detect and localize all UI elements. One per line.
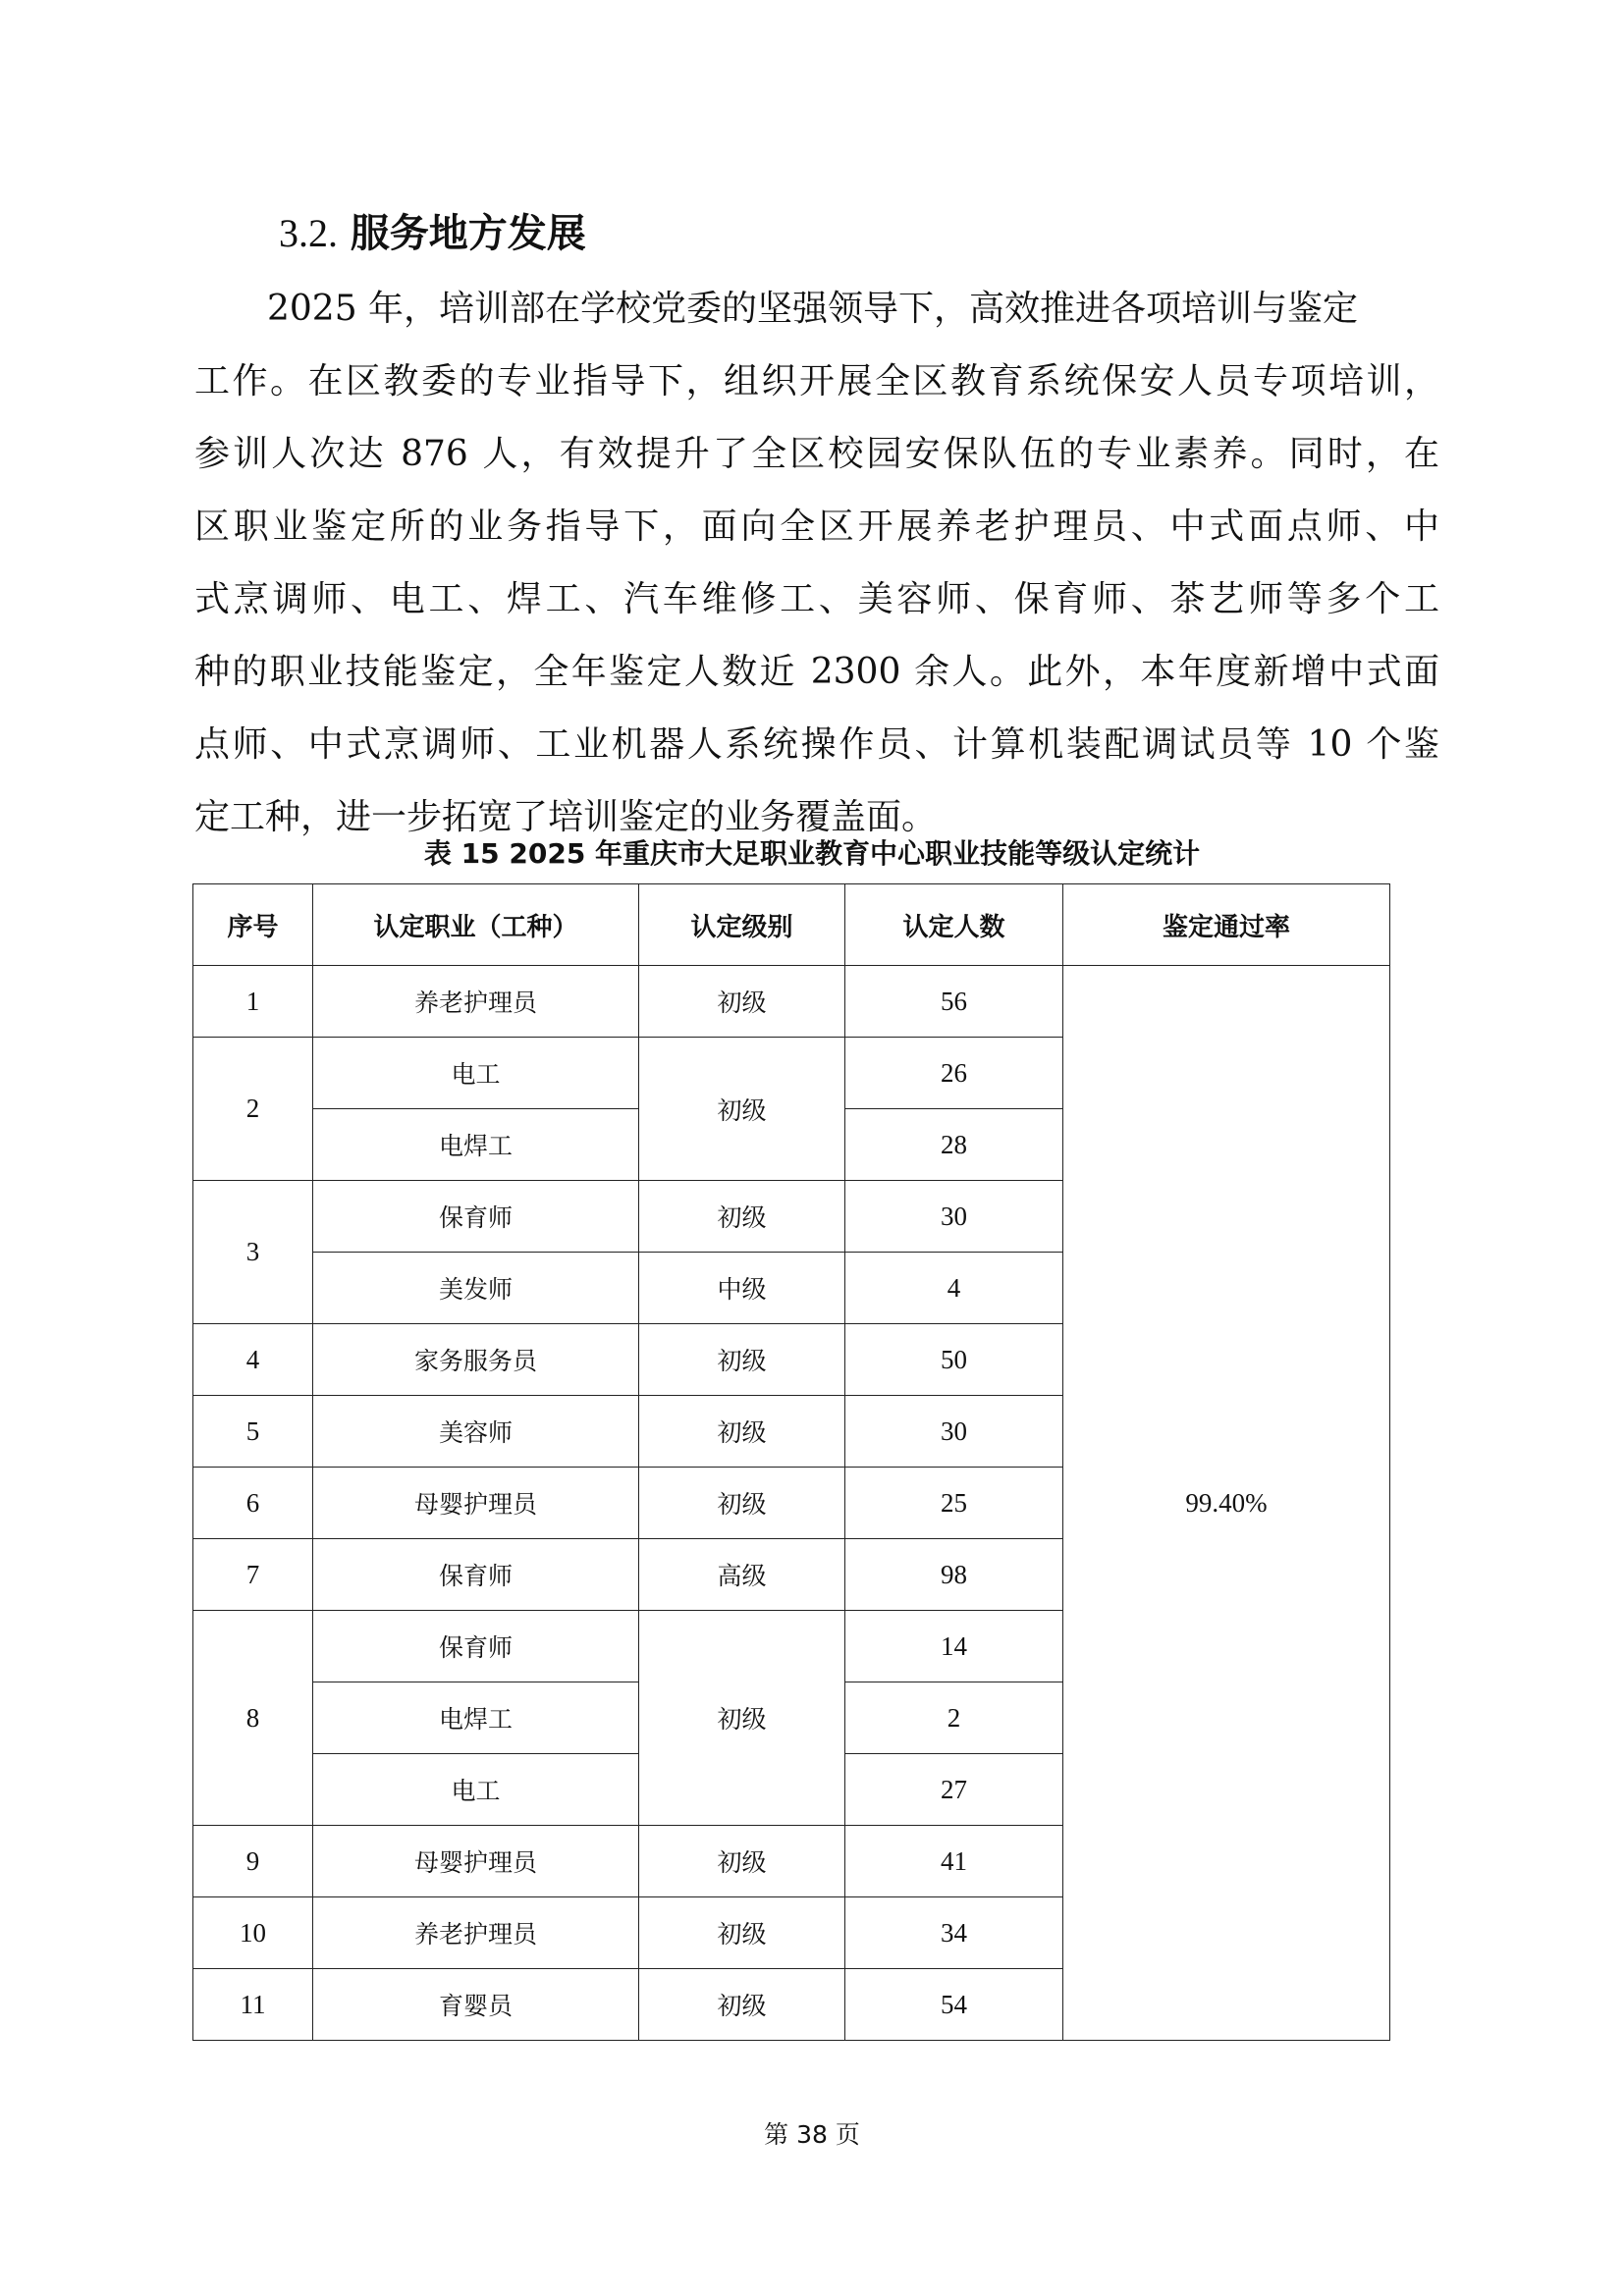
cell-level: 初级 bbox=[639, 1826, 845, 1897]
table-row bbox=[193, 966, 1390, 1038]
cell-no: 11 bbox=[193, 1969, 313, 2041]
cell-no: 3 bbox=[193, 1181, 313, 1324]
table-caption: 表 15 2025 年重庆市大足职业教育中心职业技能等级认定统计 bbox=[423, 837, 1201, 870]
header-pass-rate: 鉴定通过率 bbox=[1063, 884, 1390, 966]
paragraph-line: 区职业鉴定所的业务指导下，面向全区开展养老护理员、中式面点师、中 bbox=[194, 507, 1439, 547]
cell-level: 初级 bbox=[639, 1324, 845, 1396]
cell-count: 56 bbox=[845, 966, 1063, 1038]
cell-job: 电工 bbox=[313, 1754, 639, 1826]
cell-count: 41 bbox=[845, 1826, 1063, 1897]
cell-no: 4 bbox=[193, 1324, 313, 1396]
paragraph-line: 参训人次达 876 人，有效提升了全区校园安保队伍的专业素养。同时，在 bbox=[194, 434, 1439, 474]
cell-job: 养老护理员 bbox=[313, 1897, 639, 1969]
cell-job: 美容师 bbox=[313, 1396, 639, 1468]
cell-count: 14 bbox=[845, 1611, 1063, 1682]
cell-job: 保育师 bbox=[313, 1181, 639, 1253]
cell-no: 2 bbox=[193, 1038, 313, 1181]
body-paragraph bbox=[194, 273, 1439, 854]
page-number: 第 38 页 bbox=[764, 2120, 860, 2149]
cell-no: 6 bbox=[193, 1468, 313, 1539]
cell-level: 初级 bbox=[639, 1396, 845, 1468]
paragraph-line: 种的职业技能鉴定，全年鉴定人数近 2300 余人。此外，本年度新增中式面 bbox=[194, 652, 1439, 692]
cell-count: 98 bbox=[845, 1539, 1063, 1611]
header-count: 认定人数 bbox=[845, 884, 1063, 966]
cell-no: 10 bbox=[193, 1897, 313, 1969]
cell-job: 家务服务员 bbox=[313, 1324, 639, 1396]
cell-no: 8 bbox=[193, 1611, 313, 1826]
cell-count: 27 bbox=[845, 1754, 1063, 1826]
section-heading bbox=[279, 206, 586, 261]
cell-level: 初级 bbox=[639, 1181, 845, 1253]
cell-level: 中级 bbox=[639, 1253, 845, 1324]
paragraph-line: 点师、中式烹调师、工业机器人系统操作员、计算机装配调试员等 10 个鉴 bbox=[194, 724, 1439, 765]
section-number: 3.2. bbox=[279, 211, 338, 255]
cell-job: 保育师 bbox=[313, 1611, 639, 1682]
table-header-row bbox=[193, 884, 1390, 966]
cell-job: 电焊工 bbox=[313, 1682, 639, 1754]
cell-job: 母婴护理员 bbox=[313, 1826, 639, 1897]
paragraph-line: 2025 年，培训部在学校党委的坚强领导下，高效推进各项培训与鉴定 bbox=[267, 289, 1359, 329]
paragraph-line: 式烹调师、电工、焊工、汽车维修工、美容师、保育师、茶艺师等多个工 bbox=[194, 579, 1439, 619]
cell-no: 9 bbox=[193, 1826, 313, 1897]
cell-level: 初级 bbox=[639, 1038, 845, 1181]
cell-no: 5 bbox=[193, 1396, 313, 1468]
certification-table bbox=[192, 883, 1390, 2041]
cell-count: 54 bbox=[845, 1969, 1063, 2041]
cell-job: 保育师 bbox=[313, 1539, 639, 1611]
cell-level: 初级 bbox=[639, 1897, 845, 1969]
cell-level: 初级 bbox=[639, 1468, 845, 1539]
header-job: 认定职业（工种） bbox=[313, 884, 639, 966]
cell-no: 1 bbox=[193, 966, 313, 1038]
cell-level: 初级 bbox=[639, 1611, 845, 1826]
cell-job: 养老护理员 bbox=[313, 966, 639, 1038]
cell-count: 30 bbox=[845, 1181, 1063, 1253]
cell-job: 电焊工 bbox=[313, 1109, 639, 1181]
cell-no: 7 bbox=[193, 1539, 313, 1611]
cell-count: 2 bbox=[845, 1682, 1063, 1754]
cell-level: 高级 bbox=[639, 1539, 845, 1611]
cell-count: 34 bbox=[845, 1897, 1063, 1969]
cell-count: 30 bbox=[845, 1396, 1063, 1468]
cell-count: 28 bbox=[845, 1109, 1063, 1181]
cell-count: 26 bbox=[845, 1038, 1063, 1109]
cell-count: 25 bbox=[845, 1468, 1063, 1539]
cell-count: 50 bbox=[845, 1324, 1063, 1396]
header-level: 认定级别 bbox=[639, 884, 845, 966]
paragraph-line: 定工种，进一步拓宽了培训鉴定的业务覆盖面。 bbox=[194, 797, 938, 837]
cell-job: 电工 bbox=[313, 1038, 639, 1109]
cell-count: 4 bbox=[845, 1253, 1063, 1324]
table-body bbox=[193, 966, 1390, 2041]
cell-job: 育婴员 bbox=[313, 1969, 639, 2041]
cell-level: 初级 bbox=[639, 1969, 845, 2041]
header-no: 序号 bbox=[193, 884, 313, 966]
paragraph-line: 工作。在区教委的专业指导下，组织开展全区教育系统保安人员专项培训， bbox=[194, 361, 1439, 401]
cell-job: 母婴护理员 bbox=[313, 1468, 639, 1539]
cell-job: 美发师 bbox=[313, 1253, 639, 1324]
cell-level: 初级 bbox=[639, 966, 845, 1038]
cell-pass-rate: 99.40% bbox=[1063, 966, 1390, 2041]
section-title: 服务地方发展 bbox=[350, 211, 586, 256]
